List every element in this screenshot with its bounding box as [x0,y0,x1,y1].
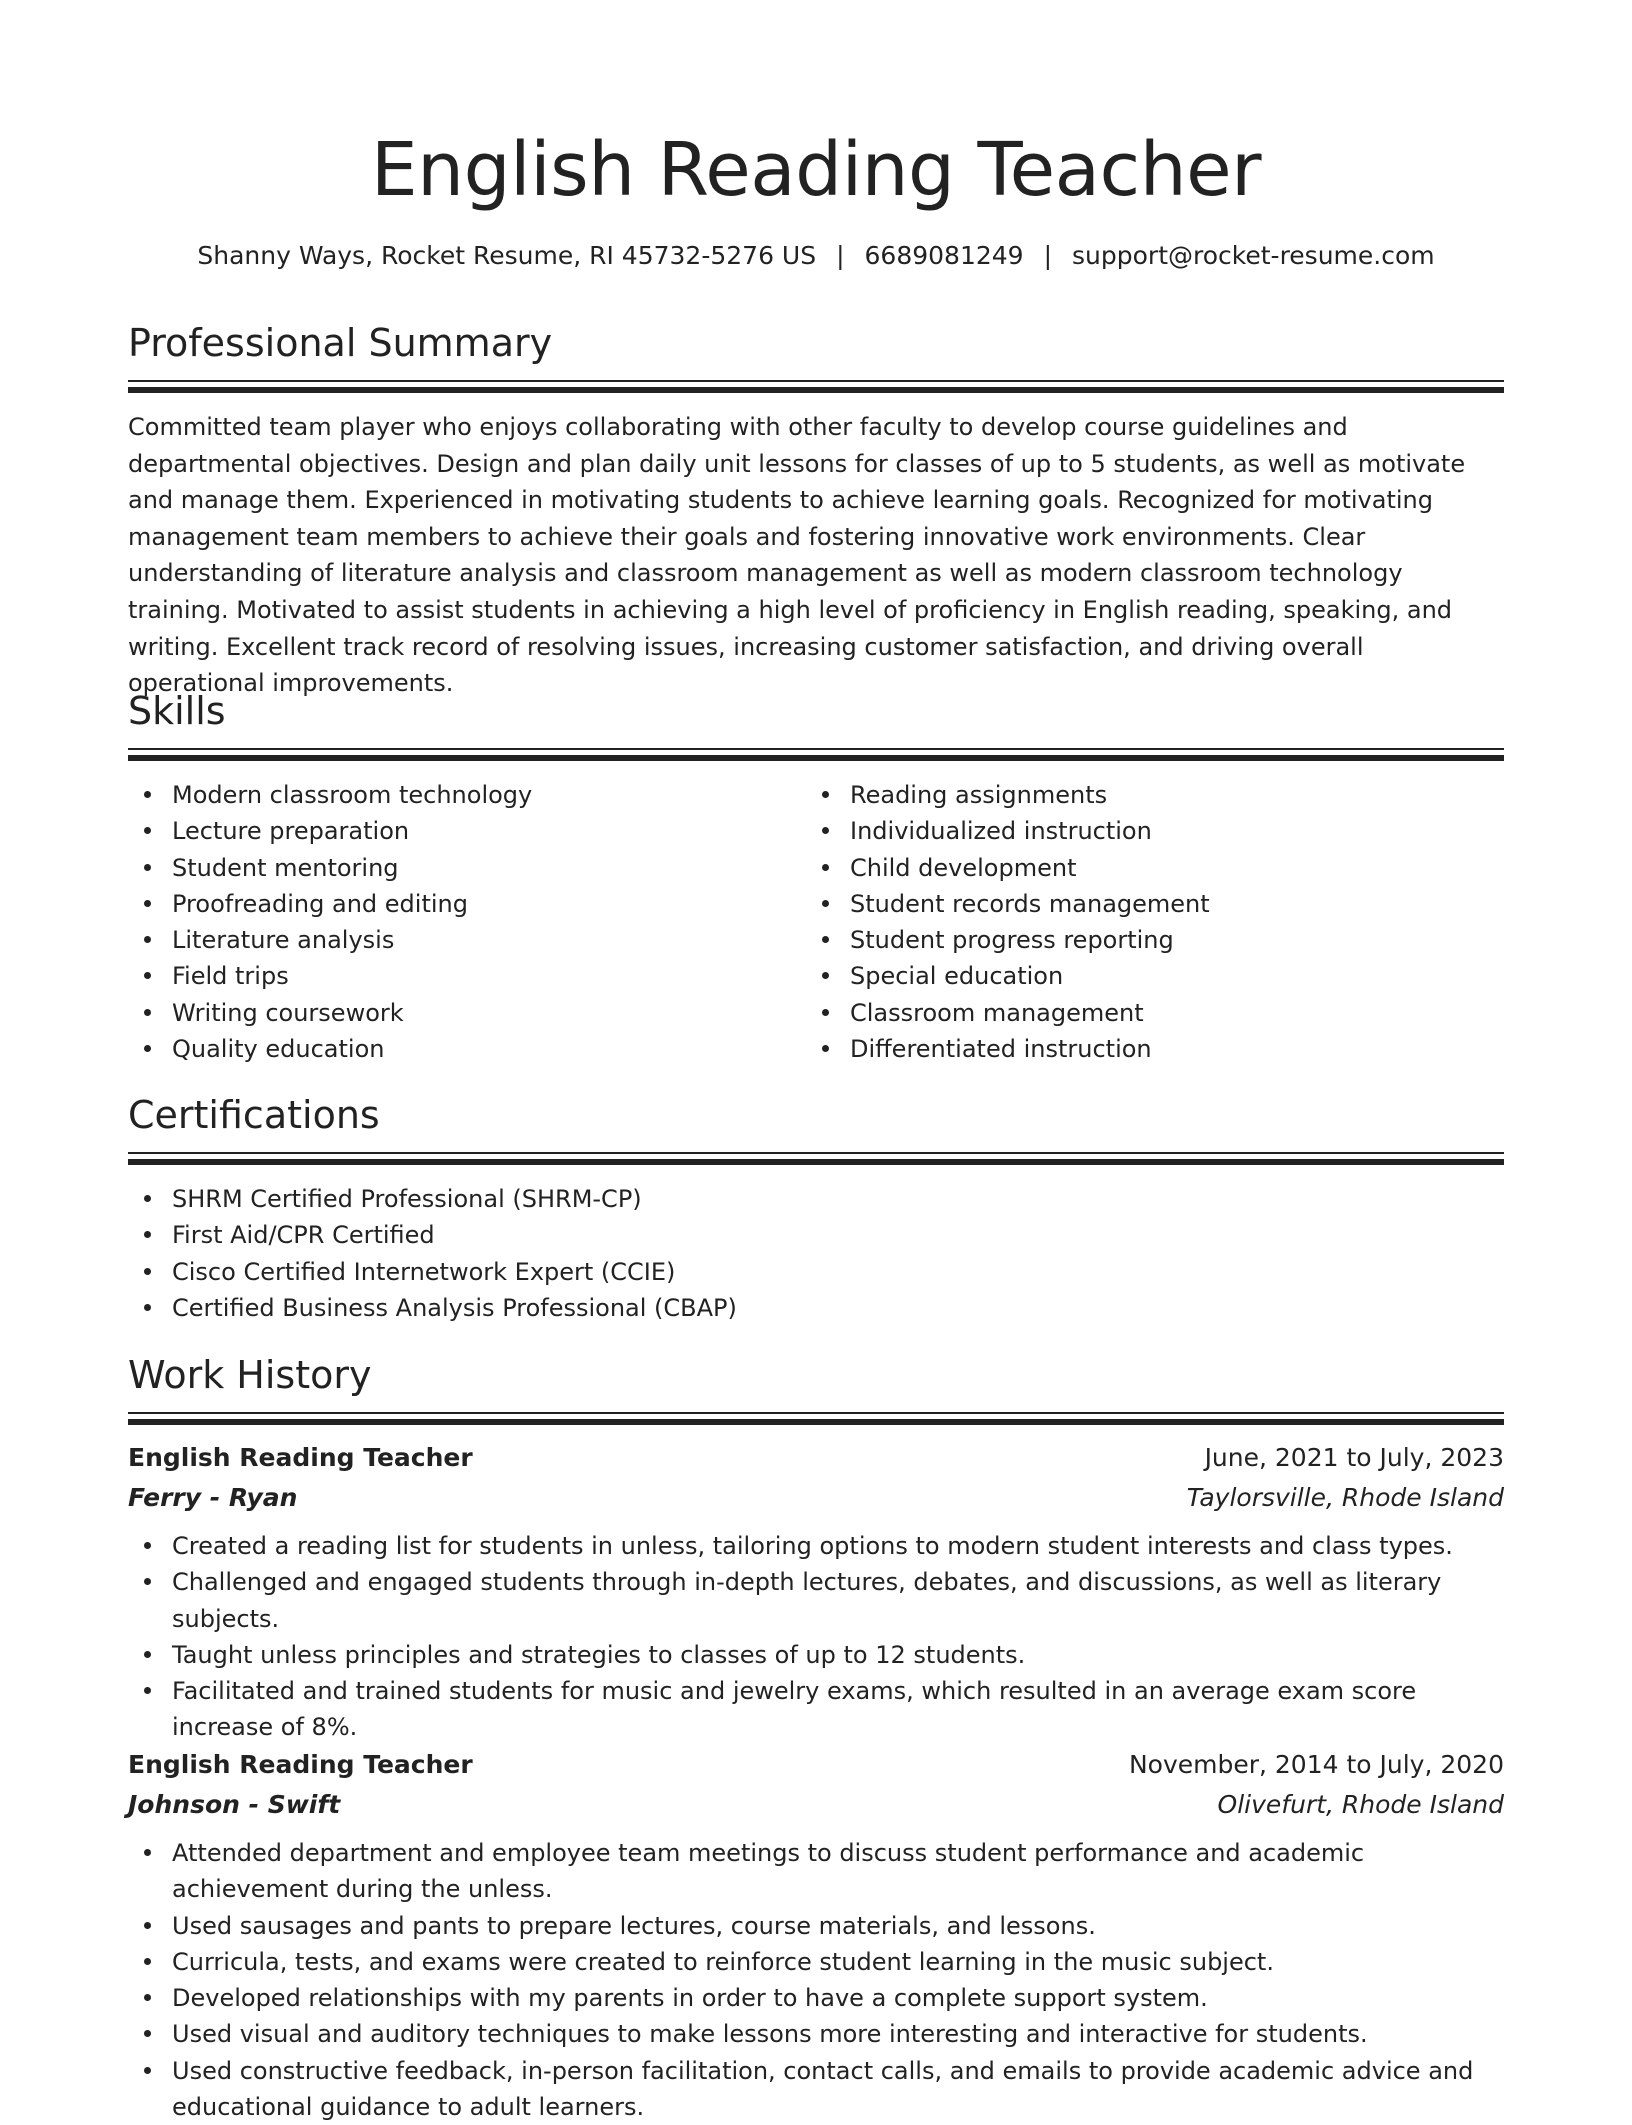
job-bullet: Created a reading list for students in unless, tailoring options to modern student interests and class types. [128,1528,1504,1564]
section-divider-thin [128,380,1504,382]
section-divider-thick [128,755,1504,761]
job-bullet-list [128,1528,1504,1746]
section-divider-thick [128,1159,1504,1165]
job-company: Johnson - Swift [128,1790,341,1819]
job-dates: November, 2014 to July, 2020 [1128,1750,1504,1779]
job-bullet: Curricula, tests, and exams were created to reinforce student learning in the music subject. [128,1944,1504,1980]
skill-item: Modern classroom technology [128,777,806,813]
job-bullet: Used visual and auditory techniques to make lessons more interesting and interactive for students. [128,2016,1504,2052]
job-title: English Reading Teacher [128,1443,473,1472]
certification-item: Certified Business Analysis Professional (CBAP) [128,1290,1504,1326]
contact-separator: | [1043,241,1053,270]
certification-item: First Aid/CPR Certified [128,1217,1504,1253]
job-dates: June, 2021 to July, 2023 [1204,1443,1504,1472]
job-bullet: Developed relationships with my parents in order to have a complete support system. [128,1980,1504,2016]
summary-section [128,318,1504,702]
work-history-section [128,1350,1504,1425]
skill-item: Reading assignments [806,777,1484,813]
summary-text: Committed team player who enjoys collaborating with other faculty to develop course guidelines and departmental objectives. Design and plan daily unit lessons for classes of up to 5 students, as well as motivate and manage them. Experienced in motivating students to achieve learning goals. Recognized for motivating management team members to achieve their goals and fostering innovative work environments. Clear understanding of literature analysis and classroom management as well as modern classroom technology training. Motivated to assist students in achieving a high level of proficiency in English reading, speaking, and writing. Excellent track record of resolving issues, increasing customer satisfaction, and driving overall operational improvements. [128,413,1466,698]
certification-item: SHRM Certified Professional (SHRM-CP) [128,1181,1504,1217]
job-header-row [128,1438,1504,1478]
skill-item: Child development [806,850,1484,886]
job-location: Olivefurt, Rhode Island [1217,1790,1504,1819]
skill-item: Field trips [128,958,806,994]
skills-heading: Skills [128,689,226,733]
skill-item: Student records management [806,886,1484,922]
job-subheader-row [128,1785,1504,1825]
job-bullet: Facilitated and trained students for music and jewelry exams, which resulted in an average exam score increase of 8%. [128,1673,1504,1746]
section-divider-thin [128,1412,1504,1414]
job-bullet: Used sausages and pants to prepare lectures, course materials, and lessons. [128,1908,1504,1944]
skills-list-right [806,777,1484,1067]
skill-item: Classroom management [806,995,1484,1031]
skill-item: Writing coursework [128,995,806,1031]
skill-item: Differentiated instruction [806,1031,1484,1067]
skill-item: Student mentoring [128,850,806,886]
skills-list-left [128,777,806,1067]
skills-section [128,686,1504,1067]
skill-item: Literature analysis [128,922,806,958]
certifications-list [128,1181,1504,1326]
skill-item: Lecture preparation [128,813,806,849]
resume-title: English Reading Teacher [370,127,1262,213]
job-bullet: Taught unless principles and strategies to classes of up to 12 students. [128,1637,1504,1673]
contact-separator: | [836,241,845,270]
certifications-section [128,1090,1504,1326]
skill-item: Individualized instruction [806,813,1484,849]
skill-item: Student progress reporting [806,922,1484,958]
section-divider-thin [128,748,1504,750]
job-title: English Reading Teacher [128,1750,473,1779]
job-subheader-row [128,1478,1504,1518]
job-location: Taylorsville, Rhode Island [1186,1483,1504,1512]
job-bullet: Attended department and employee team meetings to discuss student performance and academic achievement during the unless. [128,1835,1504,1908]
job-bullet: Challenged and engaged students through in-depth lectures, debates, and discussions, as well as literary subjects. [128,1564,1504,1637]
skills-columns [128,777,1504,1067]
skill-item: Quality education [128,1031,806,1067]
certification-item: Cisco Certified Internetwork Expert (CCIE) [128,1254,1504,1290]
certifications-heading: Certifications [128,1093,380,1137]
job-bullet-list [128,1835,1504,2125]
contact-email: support@rocket-resume.com [1072,241,1435,270]
contact-phone: 6689081249 [864,241,1024,270]
skill-item: Proofreading and editing [128,886,806,922]
work-history-heading: Work History [128,1353,372,1397]
job-entry [128,1438,1504,1746]
job-bullet: Used constructive feedback, in-person facilitation, contact calls, and emails to provide academic advice and educational guidance to adult learners. [128,2053,1504,2125]
contact-line [128,238,1504,274]
job-company: Ferry - Ryan [128,1483,298,1512]
section-divider-thin [128,1152,1504,1154]
job-entry [128,1745,1504,2125]
summary-heading: Professional Summary [128,321,553,365]
section-divider-thick [128,1419,1504,1425]
job-header-row [128,1745,1504,1785]
contact-address: Shanny Ways, Rocket Resume, RI 45732-5276 US [197,241,817,270]
section-divider-thick [128,387,1504,393]
skill-item: Special education [806,958,1484,994]
